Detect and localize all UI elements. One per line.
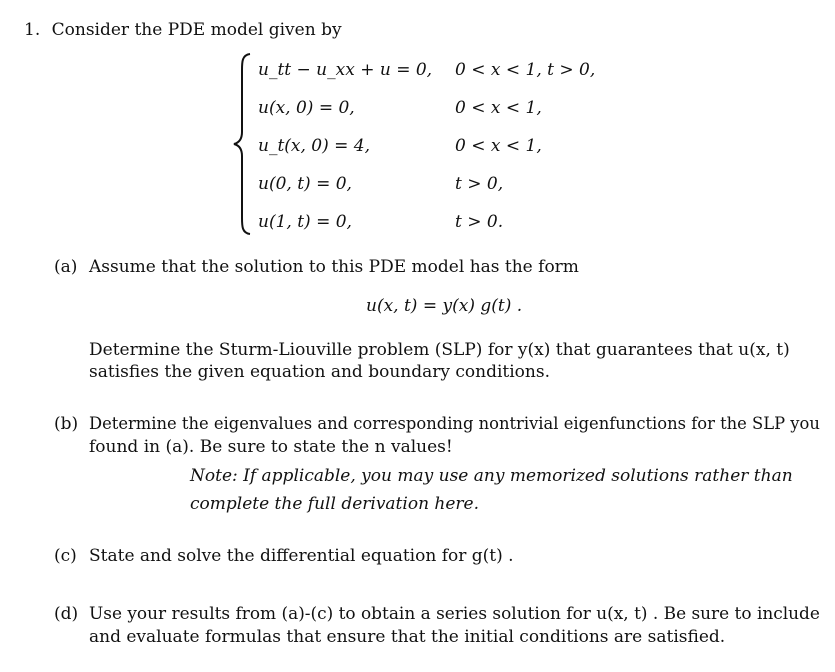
part-b-note-line1: Note: If applicable, you may use any memorized solutions rather than <box>190 466 793 486</box>
part-d-line2: and evaluate formulas that ensure that the initial conditions are satisfied. <box>89 627 726 647</box>
part-a-label: (a) <box>54 257 78 277</box>
system-row-1-lhs: u_tt − u_xx + u = 0, <box>258 60 433 80</box>
system-row-4-lhs: u(0, t) = 0, <box>258 174 352 194</box>
system-row-5-cond: t > 0. <box>455 212 504 232</box>
system-row-2-cond: 0 < x < 1, <box>455 98 542 118</box>
problem-intro: Consider the PDE model given by <box>51 20 342 40</box>
part-a-line2: Determine the Sturm-Liouville problem (SLP) for y(x) that guarantees that u(x, t) <box>89 340 790 360</box>
problem-number: 1. <box>24 20 41 40</box>
part-c-label: (c) <box>54 546 77 566</box>
system-brace <box>232 52 256 236</box>
problem-heading <box>24 20 342 40</box>
part-b-line1: Determine the eigenvalues and corresponding nontrivial eigenfunctions for the SLP you <box>89 414 820 434</box>
part-c-line1: State and solve the differential equation for g(t) . <box>89 546 514 566</box>
system-row-2-lhs: u(x, 0) = 0, <box>258 98 355 118</box>
system-row-3-cond: 0 < x < 1, <box>455 136 542 156</box>
system-row-4-cond: t > 0, <box>455 174 504 194</box>
part-b-label: (b) <box>54 414 79 434</box>
part-b-note-line2: complete the full derivation here. <box>190 494 480 514</box>
part-a-line1: Assume that the solution to this PDE model has the form <box>89 257 579 277</box>
part-a-line3: satisfies the given equation and boundary conditions. <box>89 362 550 382</box>
part-b-line2: found in (a). Be sure to state the n values! <box>89 437 453 457</box>
system-row-1-cond: 0 < x < 1, t > 0, <box>455 60 596 80</box>
part-d-line1: Use your results from (a)-(c) to obtain a series solution for u(x, t) . Be sure to include <box>89 604 820 624</box>
system-row-5-lhs: u(1, t) = 0, <box>258 212 352 232</box>
system-row-3-lhs: u_t(x, 0) = 4, <box>258 136 371 156</box>
part-a-formula: u(x, t) = y(x) g(t) . <box>366 296 523 316</box>
part-d-label: (d) <box>54 604 79 624</box>
